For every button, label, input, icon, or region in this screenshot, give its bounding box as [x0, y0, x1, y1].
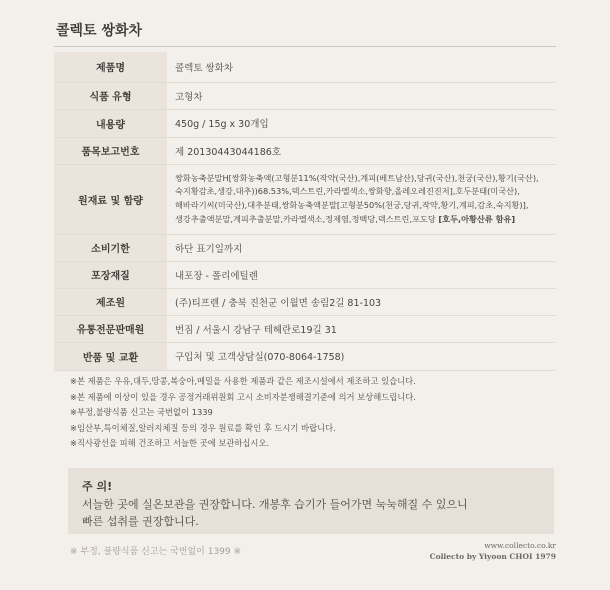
table-row [54, 109, 556, 137]
ingredients-value [167, 164, 556, 234]
top-divider [54, 46, 556, 47]
row-value: 번짐 / 서울시 강남구 테헤란로19길 31 [167, 315, 556, 342]
row-value: 내포장 - 폴리에틸렌 [167, 261, 556, 288]
table-row [54, 164, 556, 234]
row-label: 원재료 및 함량 [54, 164, 167, 234]
ingredient-line-last [175, 213, 556, 227]
caution-line: 서늘한 곳에 실온보관을 권장합니다. 개봉후 습기가 들어가면 눅눅해질 수 있으니 [82, 498, 468, 511]
page-title: 콜렉토 쌍화차 [56, 23, 143, 39]
row-value: 콜렉토 쌍화차 [167, 52, 556, 82]
table-row [54, 234, 556, 261]
row-label: 반품 및 교환 [54, 342, 167, 370]
row-label: 제조원 [54, 288, 167, 315]
brand-block [430, 540, 556, 562]
brand-tagline: Collecto by Yiyoon CHOI 1979 [429, 552, 556, 561]
table-row [54, 315, 556, 342]
row-label: 소비기한 [54, 234, 167, 261]
table-row [54, 137, 556, 164]
row-label: 제품명 [54, 52, 167, 82]
row-value: 제 20130443044186호 [167, 137, 556, 164]
ingredient-line: 생강추출액분말,계피추출분말,카라멜색소,정제염,정백당,덱스트린,포도당 [175, 213, 436, 224]
product-info-table [54, 52, 556, 371]
brand-url: www.collecto.co.kr [484, 541, 556, 550]
row-label: 품목보고번호 [54, 137, 167, 164]
caution-line: 빠른 섭취를 권장합니다. [82, 515, 199, 528]
caution-box [68, 468, 554, 534]
note-item: ※본 제품은 우유,대두,땅콩,복숭아,메밀을 사용한 제품과 같은 제조시설에서 제조하고 있습니다. [70, 376, 416, 386]
note-item: ※부정,불량식품 신고는 국번없이 1339 [70, 407, 213, 417]
row-value: (주)티프렌 / 충북 진천군 이월면 송림2길 81-103 [167, 288, 556, 315]
note-item: ※임산부,특이체질,알러지체질 등의 경우 원료를 확인 후 드시기 바랍니다. [70, 422, 336, 433]
row-value: 450g / 15g x 30개입 [167, 109, 556, 137]
ingredient-line: 쌍화농축분말H[쌍화농축액(고형분11%(작약(국산),계피(베트남산),당귀(국산),천궁(국산),황기(국산), [175, 172, 539, 183]
row-label: 포장재질 [54, 261, 167, 288]
row-value: 구입처 및 고객상담실(070-8064-1758) [167, 342, 556, 370]
row-value: 하단 표기일까지 [167, 234, 556, 261]
note-item: ※직사광선을 피해 건조하고 서늘한 곳에 보관하십시오. [70, 438, 270, 448]
row-label: 유통전문판매원 [54, 315, 167, 342]
table-row [54, 82, 556, 109]
ingredient-line: 숙지황감초,생강,대추))68.53%,덱스트린,카라멜색소,쌍화향,올레오레진진저],호두분태(미국산), [175, 186, 520, 197]
allergen-notice: [호두,아황산류 함유] [438, 213, 516, 224]
table-row [54, 288, 556, 315]
table-row [54, 261, 556, 288]
row-label: 내용량 [54, 109, 167, 137]
note-item: ※본 제품에 이상이 있을 경우 공정거래위원회 고시 소비자분쟁해결기준에 의거 보상해드립니다. [70, 391, 416, 402]
table-row [54, 52, 556, 82]
ingredient-line: 해바라기씨(미국산),대추분태,쌍화농축액분말[고형분50%(천궁,당귀,작약,황기,계피,감초,숙지황)], [175, 200, 529, 210]
row-label: 식품 유형 [54, 82, 167, 109]
report-footnote: ※ 부정, 불량식품 신고는 국번없이 1399 ※ [70, 547, 242, 557]
row-value: 고형차 [167, 82, 556, 109]
notes-list [70, 374, 550, 452]
table-row [54, 342, 556, 370]
caution-title: 주 의! [82, 480, 113, 493]
